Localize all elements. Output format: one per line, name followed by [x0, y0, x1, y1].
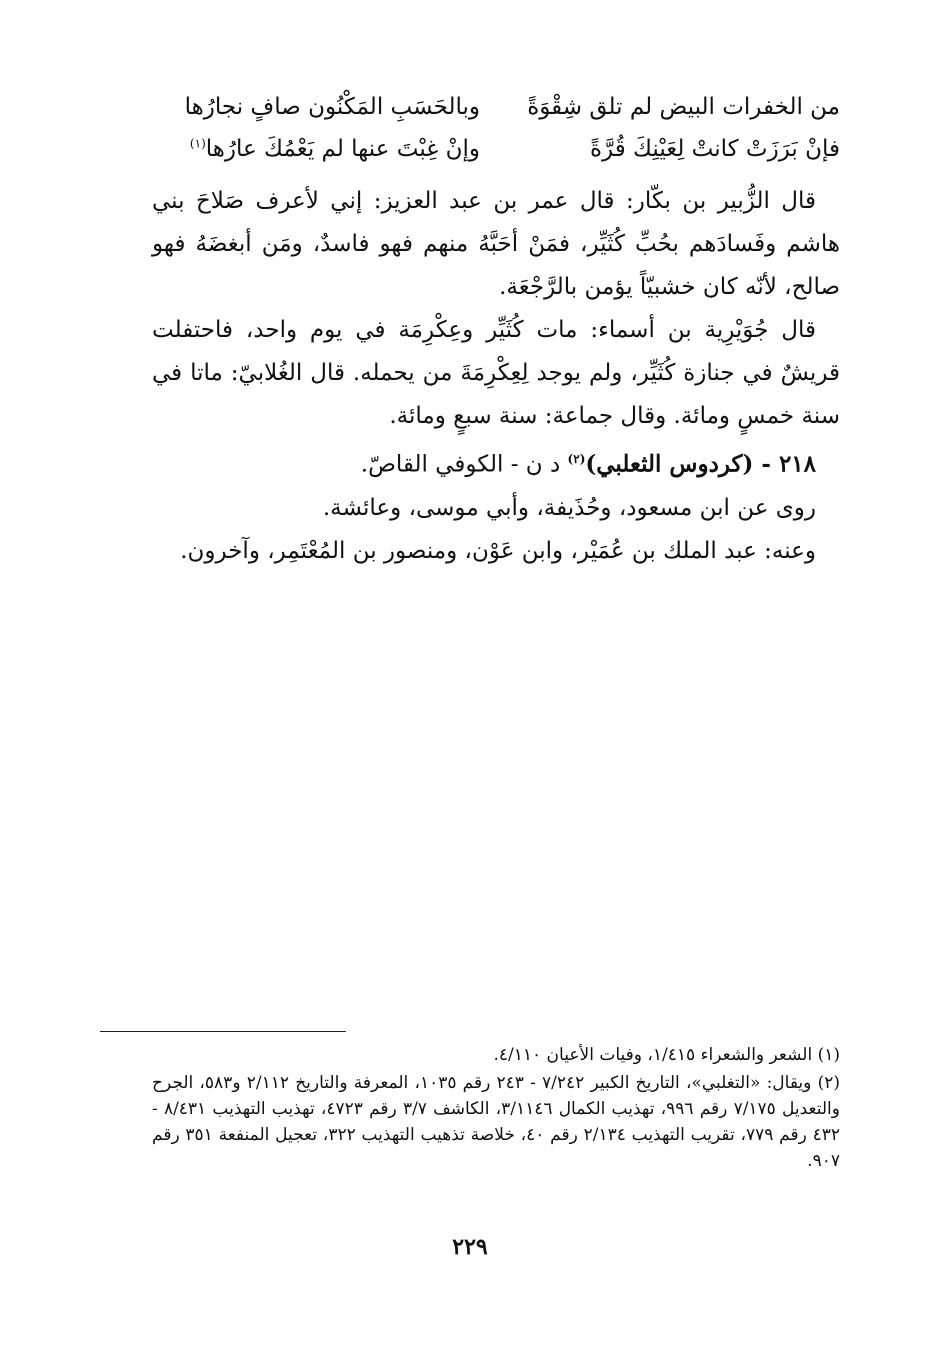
main-text	[152, 180, 840, 573]
entry-number: ٢١٨ -	[753, 450, 816, 478]
poem-verse	[150, 86, 840, 128]
footnote-ref: (٢)	[567, 452, 586, 466]
footnote-2: (٢) ويقال: «التغلبي»، التاريخ الكبير ٧/٢٤٢ - ٢٤٣ رقم ١٠٣٥، المعرفة والتاريخ ٢/١١٢ و٥٨٣، الجرح والتعديل ٧/١٧٥ رقم ٩٩٦، تهذيب الكمال ٣/١١٤٦، الكاشف ٣/٧ رقم ٤٧٢٣، تهذيب التهذيب ٨/٤٣١ - ٤٣٢ رقم ٧٧٩، تقريب التهذيب ٢/١٣٤ رقم ٤٠، خلاصة تذهيب التهذيب ٣٢٢، تعجيل المنفعة ٣٥١ رقم ٩٠٧.	[152, 1073, 840, 1171]
footnote-divider	[100, 1031, 346, 1032]
verse-text: وإنْ غِبْتَ عنها لم يَعْمُكَ عارُها	[205, 136, 480, 162]
poem-verse	[150, 128, 840, 170]
paragraph-narrated-from: روى عن ابن مسعود، وحُذَيفة، وأبي موسى، وعائشة.	[322, 494, 816, 521]
footnote-ref: (١)	[189, 136, 206, 151]
entry-description: د ن - الكوفي القاصّ.	[360, 451, 568, 478]
verse-first-hemistich: من الخفرات البيض لم تلق شِقْوَةً	[527, 94, 840, 120]
poem-block	[150, 86, 840, 170]
entry-heading	[152, 438, 840, 487]
paragraph-narrated-by: وعنه: عبد الملك بن عُمَيْر، وابن عَوْن، ومنصور بن المُعْتَمِر، وآخرون.	[180, 537, 816, 564]
footnotes-block	[152, 1042, 840, 1176]
verse-second-hemistich: وبالحَسَبِ المَكْنُون صافٍ نجارُها	[184, 94, 480, 120]
entry-name: (كردوس الثعلبي)	[585, 450, 754, 478]
paragraph-zubair: قال الزُّبير بن بكّار: قال عمر بن عبد العزيز: إني لأعرف صَلاحَ بني هاشم وفَسادَهم بحُبِّ كُثَيِّر، فمَنْ أحَبَّهُ منهم فهو فاسدٌ، ومَن أبغضَهُ فهو صالح، لأنّه كان خشبيّاً يؤمن بالرَّجْعَة.	[152, 188, 840, 300]
verse-second-hemistich	[150, 136, 480, 162]
paragraph-juwayriya: قال جُوَيْرِية بن أسماء: مات كُثَيِّر وعِكْرِمَة في يوم واحد، فاحتفلت قريشٌ في جنازة كُثَيِّر، ولم يوجد لِعِكْرِمَةَ من يحمله. قال الغُلابيّ: ماتا في سنة خمسٍ ومائة. وقال جماعة: سنة سبعٍ ومائة.	[152, 317, 840, 429]
page-number: ٢٢٩	[452, 1234, 488, 1260]
footnote-1: (١) الشعر والشعراء ١/٤١٥، وفيات الأعيان ٤/١١٠.	[493, 1045, 840, 1065]
verse-first-hemistich: فإنْ بَرَزَتْ كانتْ لِعَيْنِكَ قُرَّةً	[589, 136, 840, 162]
